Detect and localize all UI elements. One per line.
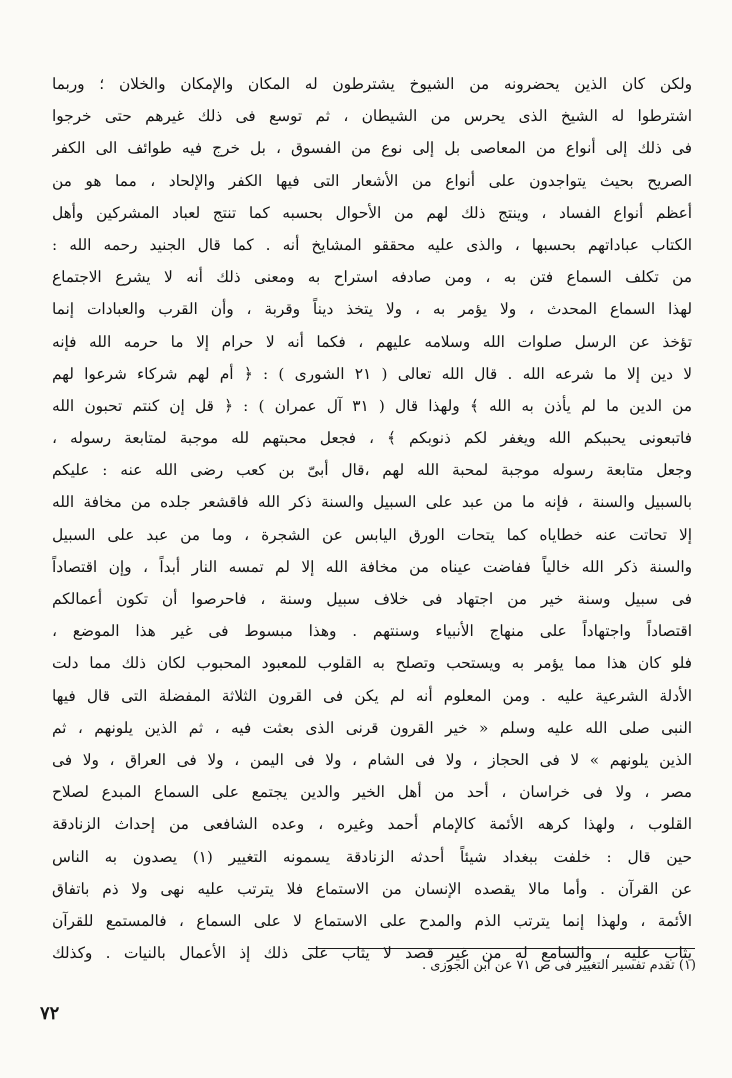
text-line: أعظم أنواع الفساد ، وينتج ذلك لهم من الأحوال بحسبه كما تنتج لعباد المشركين وأهل: [52, 203, 692, 222]
text-line: وجعل متابعة رسوله موجبة لمحبة الله لهم ،قال أبىّ بن كعب رضى الله عنه : عليكم: [52, 461, 692, 480]
text-line: لا دين إلا ما شرعه الله . قال الله تعالى ( ٢١ الشورى ) : ﴿ أم لهم شركاء شرعوا لهم: [52, 364, 692, 383]
page-number: ٧٢: [40, 1003, 60, 1024]
text-line: القلوب ، ولهذا كرهه الأئمة كالإمام أحمد وغيره ، وعده الشافعى من إحداث الزنادقة: [52, 815, 692, 834]
text-line: الذين يلونهم » لا فى الحجاز ، ولا فى الشام ، ولا فى اليمن ، ولا فى العراق ، ولا فى: [52, 750, 692, 769]
footnote: (١) تقدم تفسير التغيير فى ص ٧١ عن ابن الجوزى .: [422, 958, 696, 973]
text-line: إلا تحاتت عنه خطاياه كما يتحات الورق اليابس عن الشجرة ، وما من عبد على السبيل: [52, 525, 692, 544]
text-line: من الدين ما لم يأذن به الله ﴾ ولهذا قال ( ٣١ آل عمران ) : ﴿ قل إن كنتم تحبون الله: [52, 396, 692, 415]
text-line: مصر ، ولا فى خراسان ، أحد من أهل الخير والدين يجتمع على السماع المبدع لصلاح: [52, 783, 692, 802]
text-line: فى ذلك إلى أنواع من المعاصى بل إلى نوع من الفسوق ، بل خرج فيه طوائف الى الكفر: [52, 139, 692, 158]
text-line: النبى صلى الله عليه وسلم « خير القرون قرنى الذى بعثت فيه ، ثم الذين يلونهم ، ثم: [52, 718, 692, 737]
text-line: حين قال : خلفت ببغداد شيئاً أحدثه الزنادقة يسمونه التغيير (١) يصدون به الناس: [52, 847, 692, 866]
text-line: فلو كان هذا مما يؤمر به ويستحب وتصلح به القلوب للمعبود المحبوب لكان ذلك مما دلت: [52, 654, 692, 673]
body-text: [52, 68, 692, 969]
text-line: الأدلة الشرعية عليه . ومن المعلوم أنه لم يكن فى القرون الثلاثة المفضلة التى قال فيها: [52, 686, 692, 705]
text-line: فاتبعونى يحببكم الله ويغفر لكم ذنوبكم ﴾ ، فجعل محبتهم لله موجبة لمتابعة رسوله ،: [52, 429, 692, 448]
text-line: تؤخذ عن الرسل صلوات الله وسلامه عليهم ، فكما أنه لا حرام إلا ما حرمه الله فإنه: [52, 332, 692, 351]
text-line: بالسبيل والسنة ، فإنه ما من عبد على السبيل والسنة ذكر الله فاقشعر جلده من مخافة الله: [52, 493, 692, 512]
text-line: اقتصاداً واجتهاداً على منهاج الأنبياء وسنتهم . وهذا مبسوط فى غير هذا الموضع ،: [52, 622, 692, 641]
text-line: ولكن كان الذين يحضرونه من الشيوخ يشترطون له المكان والإمكان والخلان ؛ وربما: [52, 75, 692, 93]
text-line: لهذا السماع المحدث ، ولا يؤمر به ، ولا يتخذ ديناً وقربة ، وأن القرب والعبادات إنما: [52, 300, 692, 319]
text-line: الكتاب عباداتهم بحسبها ، والذى عليه محققو المشايخ أنه . كما قال الجنيد رحمه الله :: [52, 235, 692, 254]
text-line: يثاب عليه ، والسامع له من غير قصد لا يثاب على ذلك إذ الأعمال بالنيات . وكذلك: [52, 944, 692, 963]
text-line: عن القرآن . وأما مالا يقصده الإنسان من الاستماع فلا يترتب عليه نهى ولا ذم باتفاق: [52, 879, 692, 898]
text-line: الصريح بحيث يتواجدون على أنواع من الأشعار التى فيها الكفر والإلحاد ، مما هو من: [52, 171, 692, 190]
footnote-divider: [308, 948, 695, 949]
text-line: من تكلف السماع فتن به ، ومن صادفه استراح به ومعنى ذلك أنه لا يشرع الاجتماع: [52, 268, 692, 287]
text-line: والسنة ذكر الله خالياً ففاضت عيناه من مخافة الله إلا لم تمسه النار أبداً ، وإن اقتصاداً: [52, 557, 692, 576]
text-line: اشترطوا له الشيخ الذى يحرس من الشيطان ، ثم توسع فى ذلك غيرهم حتى خرجوا: [52, 107, 692, 126]
text-line: الأئمة ، ولهذا إنما يترتب الذم والمدح على الاستماع لا على السماع ، فالمستمع للقرآن: [52, 911, 692, 930]
text-line: فى سبيل وسنة خير من اجتهاد فى خلاف سبيل وسنة ، فاحرصوا أن تكون أعمالكم: [52, 590, 692, 608]
